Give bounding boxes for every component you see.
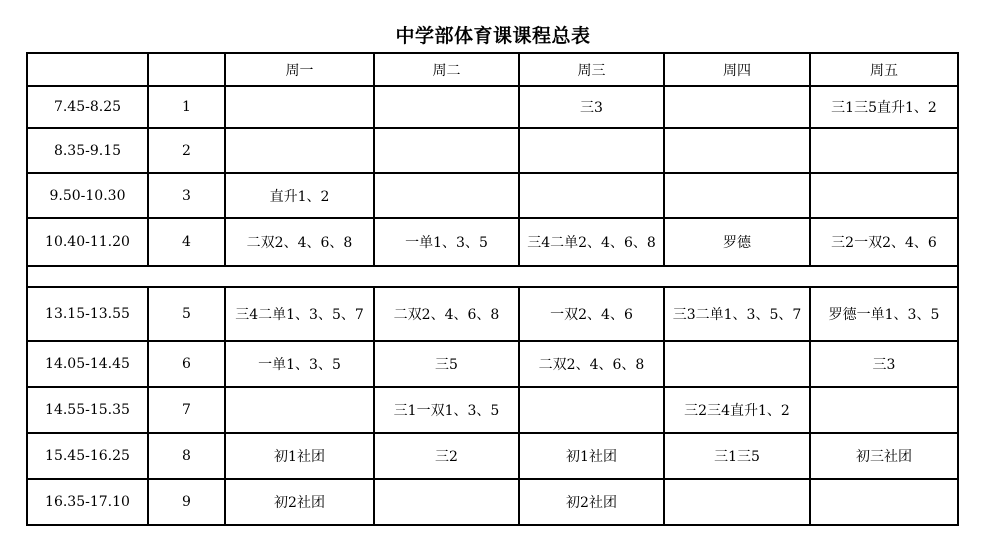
class-cell-wed: 三3 bbox=[519, 86, 664, 128]
table-row bbox=[27, 218, 958, 266]
header-cell-tue: 周二 bbox=[374, 53, 519, 86]
class-cell-wed: 初2社团 bbox=[519, 479, 664, 525]
class-cell-mon: 二双2、4、6、8 bbox=[225, 218, 374, 266]
table-row bbox=[27, 287, 958, 341]
class-cell-mon bbox=[225, 387, 374, 433]
class-cell-tue: 三5 bbox=[374, 341, 519, 387]
class-cell-wed: 初1社团 bbox=[519, 433, 664, 479]
time-cell: 9.50-10.30 bbox=[27, 173, 148, 218]
period-cell: 5 bbox=[148, 287, 225, 341]
period-cell: 8 bbox=[148, 433, 225, 479]
lunch-break-row bbox=[27, 266, 958, 287]
class-cell-thu bbox=[664, 128, 810, 173]
time-cell: 13.15-13.55 bbox=[27, 287, 148, 341]
period-cell: 6 bbox=[148, 341, 225, 387]
class-cell-thu bbox=[664, 86, 810, 128]
class-cell-tue bbox=[374, 173, 519, 218]
class-cell-wed bbox=[519, 128, 664, 173]
time-cell: 15.45-16.25 bbox=[27, 433, 148, 479]
table-row bbox=[27, 433, 958, 479]
class-cell-fri: 初三社团 bbox=[810, 433, 958, 479]
header-cell-time bbox=[27, 53, 148, 86]
class-cell-tue bbox=[374, 86, 519, 128]
table-row bbox=[27, 128, 958, 173]
class-cell-wed bbox=[519, 173, 664, 218]
class-cell-fri bbox=[810, 387, 958, 433]
table-row bbox=[27, 86, 958, 128]
class-cell-tue bbox=[374, 479, 519, 525]
class-cell-mon: 初1社团 bbox=[225, 433, 374, 479]
class-cell-tue: 三1一双1、3、5 bbox=[374, 387, 519, 433]
class-cell-mon: 一单1、3、5 bbox=[225, 341, 374, 387]
class-cell-fri: 三1三5直升1、2 bbox=[810, 86, 958, 128]
class-cell-thu: 三2三4直升1、2 bbox=[664, 387, 810, 433]
class-cell-mon bbox=[225, 128, 374, 173]
class-cell-wed bbox=[519, 387, 664, 433]
table-row bbox=[27, 173, 958, 218]
class-cell-thu bbox=[664, 341, 810, 387]
class-cell-wed: 三4二单2、4、6、8 bbox=[519, 218, 664, 266]
period-cell: 1 bbox=[148, 86, 225, 128]
class-cell-tue: 三2 bbox=[374, 433, 519, 479]
header-cell-thu: 周四 bbox=[664, 53, 810, 86]
period-cell: 9 bbox=[148, 479, 225, 525]
time-cell: 16.35-17.10 bbox=[27, 479, 148, 525]
class-cell-fri: 三3 bbox=[810, 341, 958, 387]
lunch-break-cell bbox=[27, 266, 958, 287]
time-cell: 10.40-11.20 bbox=[27, 218, 148, 266]
header-cell-period bbox=[148, 53, 225, 86]
class-cell-thu: 三1三5 bbox=[664, 433, 810, 479]
time-cell: 7.45-8.25 bbox=[27, 86, 148, 128]
class-cell-mon: 三4二单1、3、5、7 bbox=[225, 287, 374, 341]
class-cell-tue: 一单1、3、5 bbox=[374, 218, 519, 266]
class-cell-fri bbox=[810, 173, 958, 218]
period-cell: 7 bbox=[148, 387, 225, 433]
class-cell-thu bbox=[664, 479, 810, 525]
header-cell-fri: 周五 bbox=[810, 53, 958, 86]
time-cell: 14.05-14.45 bbox=[27, 341, 148, 387]
class-cell-fri bbox=[810, 479, 958, 525]
period-cell: 3 bbox=[148, 173, 225, 218]
class-cell-mon: 初2社团 bbox=[225, 479, 374, 525]
class-cell-fri: 罗德一单1、3、5 bbox=[810, 287, 958, 341]
header-cell-wed: 周三 bbox=[519, 53, 664, 86]
time-cell: 14.55-15.35 bbox=[27, 387, 148, 433]
table-row bbox=[27, 341, 958, 387]
schedule-table bbox=[26, 52, 959, 526]
page-title: 中学部体育课课程总表 bbox=[395, 25, 591, 47]
time-cell: 8.35-9.15 bbox=[27, 128, 148, 173]
class-cell-thu: 三3二单1、3、5、7 bbox=[664, 287, 810, 341]
class-cell-wed: 一双2、4、6 bbox=[519, 287, 664, 341]
class-cell-mon bbox=[225, 86, 374, 128]
period-cell: 4 bbox=[148, 218, 225, 266]
class-cell-tue bbox=[374, 128, 519, 173]
period-cell: 2 bbox=[148, 128, 225, 173]
class-cell-tue: 二双2、4、6、8 bbox=[374, 287, 519, 341]
class-cell-thu bbox=[664, 173, 810, 218]
table-row bbox=[27, 387, 958, 433]
table-row bbox=[27, 479, 958, 525]
class-cell-fri: 三2一双2、4、6 bbox=[810, 218, 958, 266]
class-cell-thu: 罗德 bbox=[664, 218, 810, 266]
header-row bbox=[27, 53, 958, 86]
header-cell-mon: 周一 bbox=[225, 53, 374, 86]
class-cell-wed: 二双2、4、6、8 bbox=[519, 341, 664, 387]
class-cell-fri bbox=[810, 128, 958, 173]
class-cell-mon: 直升1、2 bbox=[225, 173, 374, 218]
